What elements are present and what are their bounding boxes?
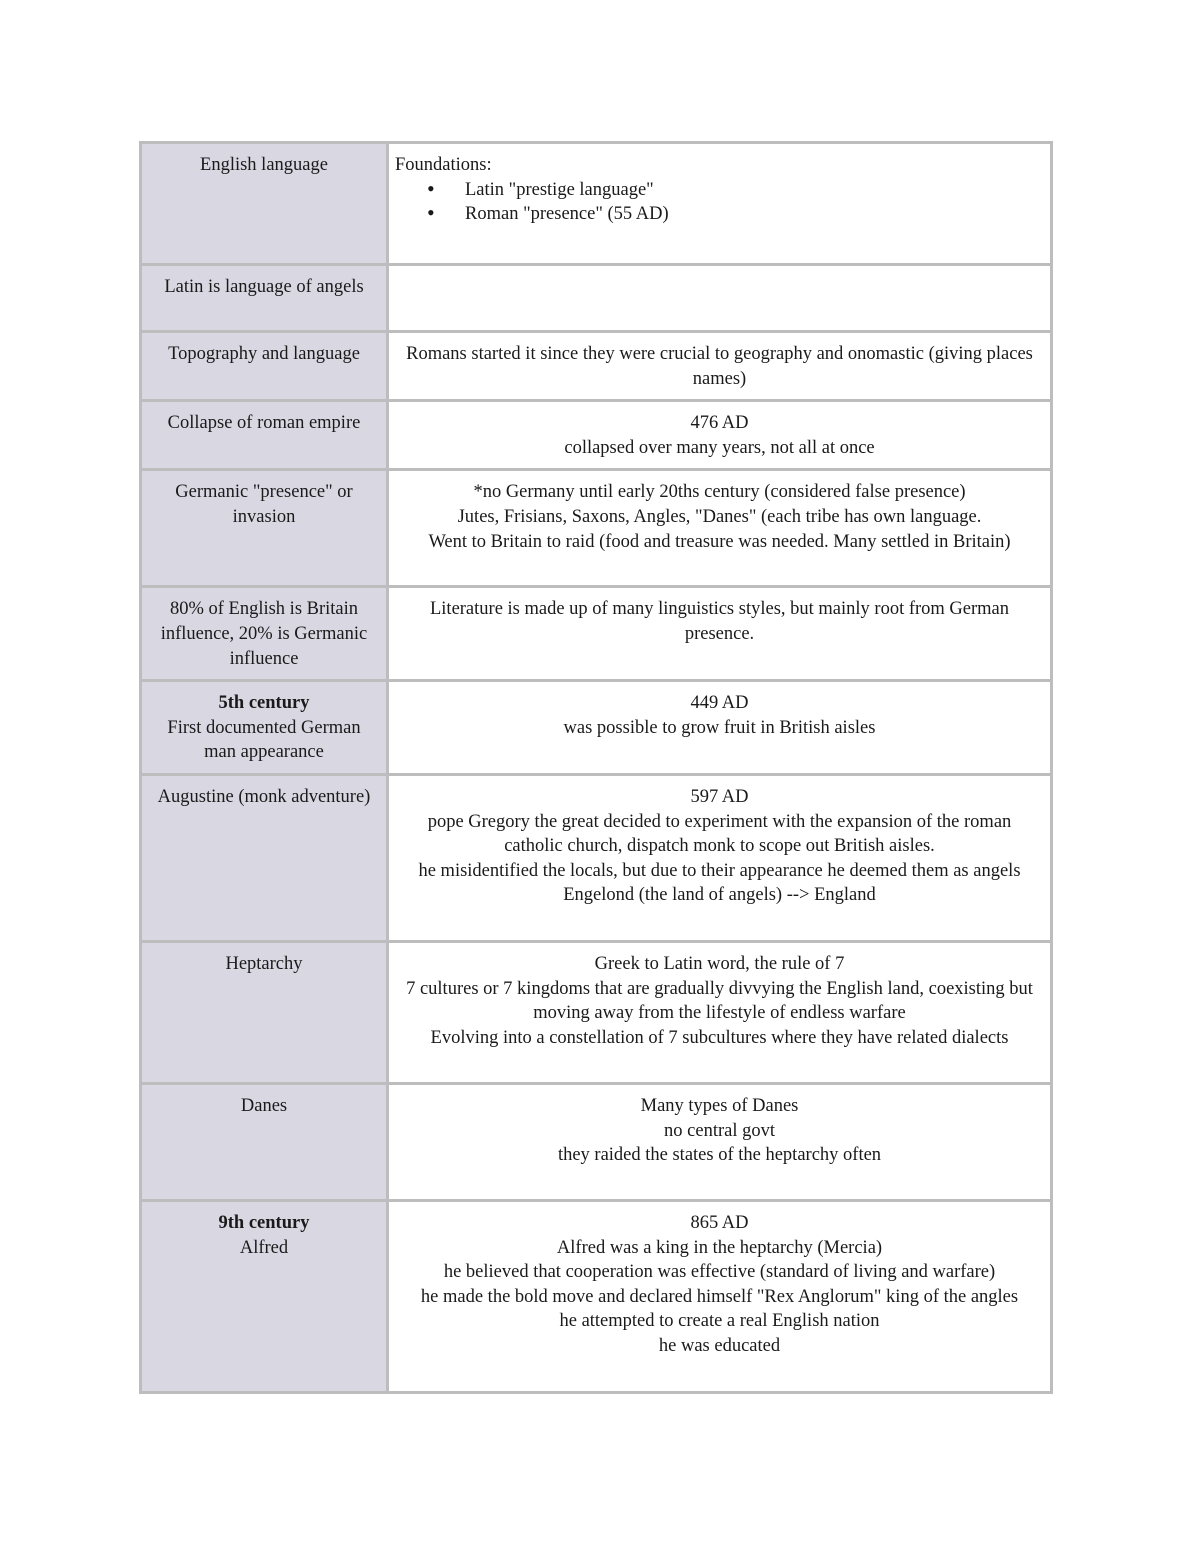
description-text: Greek to Latin word, the rule of 7 xyxy=(594,953,845,974)
term-text: Topography and language xyxy=(168,344,360,364)
description-text: they raided the states of the heptarchy often xyxy=(557,1145,882,1166)
table-row xyxy=(141,332,1052,401)
term-cell xyxy=(141,143,388,265)
table-row xyxy=(141,401,1052,470)
table-row xyxy=(141,587,1052,681)
description-text: no central govt xyxy=(664,1120,775,1141)
table-row xyxy=(141,941,1052,1083)
description-cell xyxy=(388,941,1052,1083)
description-cell xyxy=(388,774,1052,941)
table-row xyxy=(141,470,1052,587)
description-text: Went to Britain to raid (food and treasure was needed. Many settled in Britain) xyxy=(428,531,1011,552)
term-cell xyxy=(141,1083,388,1200)
century-heading: 5th century xyxy=(218,693,310,714)
description-text: he attempted to create a real English nation xyxy=(559,1311,880,1332)
term-text: Collapse of roman empire xyxy=(167,413,361,434)
description-text: Literature is made up of many linguistics styles, but mainly root from German presence. xyxy=(429,599,1010,644)
description-text: he was educated xyxy=(658,1335,781,1356)
description-text: 7 cultures or 7 kingdoms that are gradually divvying the English land, coexisting but moving away from the lifestyle of endless warfare xyxy=(406,978,1033,1024)
description-text: he believed that cooperation was effective (standard of living and warfare) xyxy=(443,1262,996,1283)
notes-table xyxy=(139,141,1053,1394)
description-text: was possible to grow fruit in British aisles xyxy=(563,717,876,738)
description-cell xyxy=(388,470,1052,587)
description-text: he made the bold move and declared himself "Rex Anglorum" king of the angles xyxy=(420,1286,1019,1307)
description-text: he misidentified the locals, but due to their appearance he deemed them as angels xyxy=(418,860,1021,881)
term-cell xyxy=(141,587,388,681)
century-heading: 9th century xyxy=(218,1212,310,1233)
description-cell xyxy=(388,401,1052,470)
description-text: Engelond (the land of angels) --> England xyxy=(563,885,876,906)
term-cell xyxy=(141,681,388,775)
term-text: Danes xyxy=(240,1095,288,1116)
description-text: 865 AD xyxy=(690,1212,749,1233)
table-row xyxy=(141,143,1052,265)
description-text: collapsed over many years, not all at once xyxy=(564,437,875,458)
table-row xyxy=(141,1083,1052,1200)
term-text: Germanic "presence" or invasion xyxy=(175,482,353,527)
description-text: Romans started it since they were crucial to geography and onomastic (giving places names) xyxy=(406,344,1033,389)
description-text: Alfred was a king in the heptarchy (Mercia) xyxy=(556,1237,883,1258)
description-text: 597 AD xyxy=(690,786,749,807)
term-text: English language xyxy=(200,155,328,175)
term-cell xyxy=(141,1200,388,1392)
description-cell xyxy=(388,332,1052,401)
bullet-list xyxy=(395,178,1042,227)
term-text: First documented German man appearance xyxy=(167,717,361,763)
description-cell xyxy=(388,1083,1052,1200)
term-text: Alfred xyxy=(239,1237,289,1258)
table-row xyxy=(141,774,1052,941)
list-item: • Roman "presence" (55 AD) xyxy=(465,202,1042,227)
description-cell xyxy=(388,265,1052,332)
list-item: • Latin "prestige language" xyxy=(465,178,1042,203)
term-cell xyxy=(141,470,388,587)
table-row xyxy=(141,265,1052,332)
term-cell xyxy=(141,265,388,332)
description-text: 449 AD xyxy=(690,693,749,714)
table-row xyxy=(141,681,1052,775)
description-cell xyxy=(388,587,1052,681)
description-text: Many types of Danes xyxy=(640,1095,799,1116)
description-cell xyxy=(388,681,1052,775)
term-cell xyxy=(141,332,388,401)
description-text: 476 AD xyxy=(690,413,749,434)
description-text: Jutes, Frisians, Saxons, Angles, "Danes" (each tribe has own language. xyxy=(457,506,982,527)
description-cell xyxy=(388,1200,1052,1392)
term-text: 80% of English is Britain influence, 20% is Germanic influence xyxy=(160,599,368,669)
description-text: pope Gregory the great decided to experiment with the expansion of the roman catholic church, dispatch monk to scope out British aisles. xyxy=(427,811,1012,857)
term-cell xyxy=(141,401,388,470)
table-row xyxy=(141,1200,1052,1392)
description-intro: Foundations: xyxy=(395,155,492,175)
term-cell xyxy=(141,774,388,941)
term-text: Heptarchy xyxy=(225,953,303,974)
description-cell xyxy=(388,143,1052,265)
description-text: *no Germany until early 20ths century (considered false presence) xyxy=(473,482,966,503)
term-cell xyxy=(141,941,388,1083)
description-text: Evolving into a constellation of 7 subcultures where they have related dialects xyxy=(430,1027,1009,1048)
term-text: Latin is language of angels xyxy=(164,277,364,297)
term-text: Augustine (monk adventure) xyxy=(157,786,371,807)
